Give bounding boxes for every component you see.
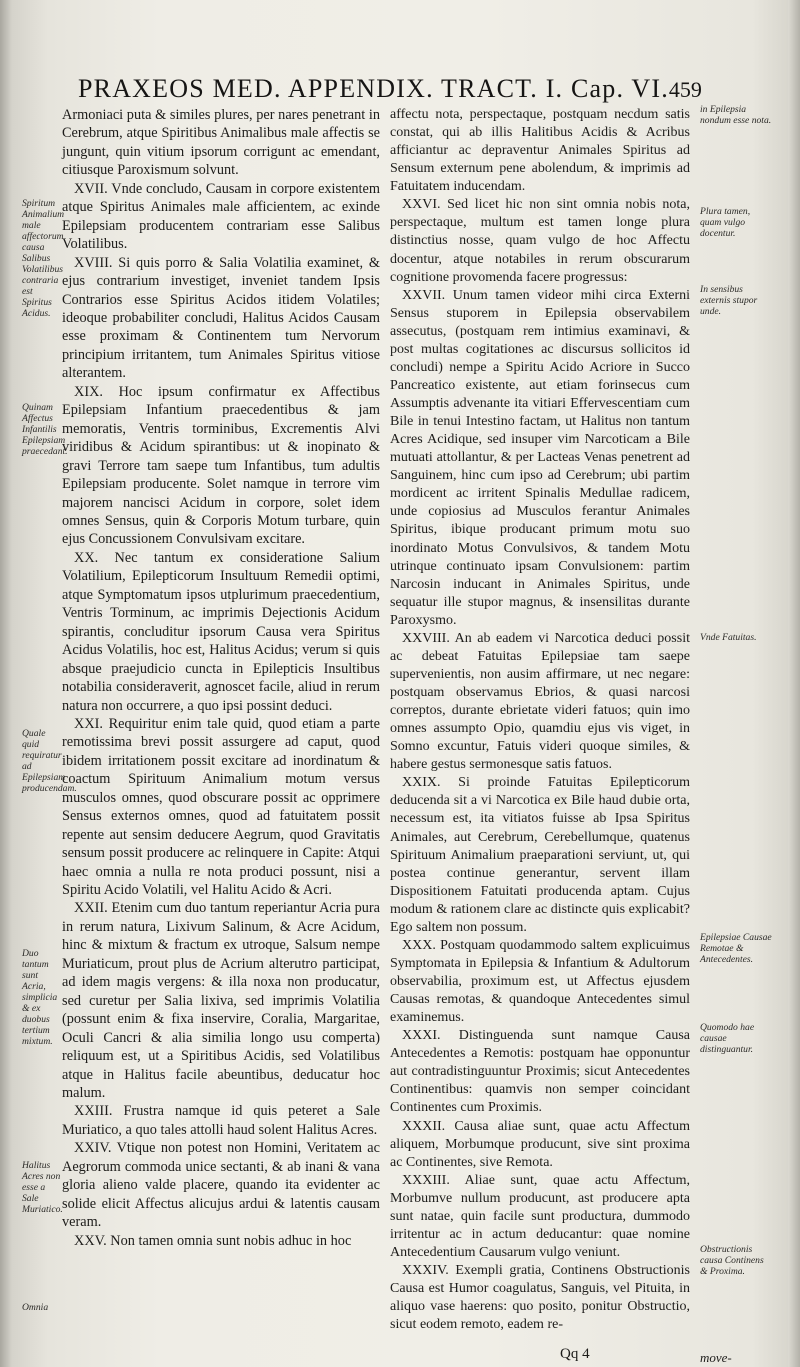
- paragraph: XXVII. Unum tamen videor mihi circa Externi Sensus stuporem in Epilepsia observabilem assecutus, (postquam rem intimius examinavi, & post multas cogitationes ac discursus sollicitos id concludi) nempe a Spiritu Acido Acriore in Succo Pancreatico existente, aut etiam forinsecus cum Assumptis advenante ita vitiari Effervescentiam cum Bile in tenui Intestino factam, ut Halitus non tantum Acres Acidique, sed insuper vim Narcoticam a Bile mutuati attollantur, & per Lacteas Venas penetrent ad Sanguinem, hinc cum ipso ad Cerebrum; ubi partim mordicent ac irritent Spinalis Medullae radicem, unde copiosius ad Musculos ferantur Animales Spiritus, ibique producant primum motu suo inordinato Motus Convulsivos, & tandem Motu utrinque continuato ipsam Convulsionem: partim Narcosin inducant in Animales Spiritus, unde sequatur ille stupor magnus, & insensilitas durante Paroxysmo.: [390, 287, 690, 628]
- running-title: PRAXEOS MED. APPENDIX. TRACT. I. Cap. VI.: [78, 74, 669, 103]
- paragraph: XXVI. Sed licet hic non sint omnia nobis nota, perspectaque, multum est tamen longe plura distinctius nosse, quam vulgo de hoc Affectu docentur, atque notabiles in rerum obscurarum cognitione provomenda facere progressus:: [390, 197, 690, 285]
- paragraph: XXXIII. Aliae sunt, quae actu Affectum, Morbumve nullum producunt, ast producere apta sunt natae, quin facile sunt productura, dummodo irritentur ac in actum deducantur: quae nomine Antecedentium Causarum vulgo veniunt.: [390, 1172, 690, 1260]
- paragraph: XVIII. Si quis porro & Salia Volatilia examinet, & ejus contrarium investiget, inveniet tandem Ipsis Contrarios esse Spiritus Acidos itidem Volatiles; ideoque probabiliter concludi, Halitus Acidos Causam esse proximam & Continentem tum Nervorum principium irritantem, tum Animales Spiritus vitiose alterantem.: [62, 254, 380, 382]
- margin-note-right: In sensibus externis stupor unde.: [700, 284, 758, 317]
- margin-note-right: Quomodo hae causae distinguantur.: [700, 1022, 755, 1055]
- paragraph: affectu nota, perspectaque, postquam necdum satis constat, qui ab illis Halitibus Acidis & Acribus afficiantur ac depraventur Animales Spiritus ad Sensum externum pene abolendum, & imprimis ad Fatuitatem inducendam.: [390, 107, 690, 195]
- paragraph: XXIV. Vtique non potest non Homini, Veritatem ac Aegrorum commoda unice sectanti, & ab inani & vana gloria alieno valde placere, quando ita evidenter ac solide elicit Affectus alicujus ardui & latentis causam veram.: [62, 1140, 380, 1231]
- margin-note-left: Quale quid requiratur ad Epilepsiam producendam.: [22, 728, 77, 794]
- paragraph: XXIII. Frustra namque id quis peteret a Sale Muriatico, a quo tales attolli haud solent Halitus Acres.: [62, 1103, 380, 1138]
- paragraph: XXVIII. An ab eadem vi Narcotica deduci possit ac debeat Fatuitas Epilepsiae tam saepe supervenientis, non ausim affirmare, ut nec negare: postquam observamus Ebrios, & quasi narcosi correptos, durante ebrietate videri fatuos; quin imo omnes assumpto Opio, quamdiu ejus vis viget, in Somno excuntur, Fatuis videri quoque similes, & habere gestus sermonesque satis fatuos.: [390, 630, 690, 773]
- paragraph: XXXI. Distinguenda sunt namque Causa Antecedentes a Remotis: postquam hae opponuntur aut contradistinguuntur Proximis; sicut Antecedentes Continentibus: quamvis non semper coincidant Continentes cum Proximis.: [390, 1028, 690, 1116]
- right-text-column: [390, 106, 690, 1334]
- paragraph: XXV. Non tamen omnia sunt nobis adhuc in hoc: [74, 1232, 352, 1249]
- margin-note-right: in Epilepsia nondum esse nota.: [700, 104, 772, 126]
- margin-note-right: Epilepsiae Causae Remotae & Antecedentes.: [700, 932, 772, 965]
- left-text-column: [62, 106, 380, 1250]
- paragraph: XX. Nec tantum ex consideratione Salium Volatilium, Epilepticorum Insultuum Remedii optimi, atque Symptomatum ipsos utplurimum praecedentium, Ventris Torminum, ac imprimis Dejectionis Acidum spirantis, concluditur ipsorum Causa vera Spiritus Acidus Volatilis, hoc est, Halitus Acidus; verum si quis absque praejudicio cuncta in Epilepticis Insultibus notabilia consideraverit, agnoscet facile, aliud in rerum natura non occurrere, a quo ipsi possint deduci.: [62, 549, 380, 714]
- signature-mark: Qq 4: [560, 1346, 590, 1362]
- margin-note-right: Obstructionis causa Continens & Proxima.: [700, 1244, 764, 1277]
- paragraph: XXII. Etenim cum duo tantum reperiantur Acria pura in rerum natura, Lixivum Salinum, & Acre Acidum, hinc & mixtum & fractum ex utroque, Salsum nempe Muriaticum, prout plus de Acrium alterutro participat, ad idem magis vergens: & illa noxa non producatur, sed curetur per Salia lixiva, sed imprimis Volatilia (possunt enim & fixa inservire, Coralia, Margaritae, Oculi Cancri & alia similia longo usu comperta) reliquum est, ut a Spiritibus Acidis, sed Volatilibus atque in Halitus facile abeuntibus, deducatur hoc malum.: [62, 900, 380, 1102]
- margin-note-left: Spiritum Animalium male affectorum causa Salibus Volatilibus contraria est Spiritus Acidus.: [22, 198, 65, 319]
- paragraph: XXX. Postquam quodammodo saltem explicuimus Symptomata in Epilepsia & Infantium & Adultorum observabilia, proximum est, ut Affectus ejusdem Causas remotas, & quandoque Antecedentes simul examinemus.: [390, 937, 690, 1026]
- paragraph: XVII. Vnde concludo, Causam in corpore existentem atque Spiritus Animales male afficientem, ac exinde Epilepsiam producentem contrariam esse Salibus Volatilibus.: [62, 180, 380, 253]
- margin-note-right: Plura tamen, quam vulgo docentur.: [700, 206, 751, 239]
- margin-note-left: Omnia: [22, 1302, 49, 1313]
- paragraph: XXIX. Si proinde Fatuitas Epilepticorum deducenda sit a vi Narcotica ex Bile haud dubie orta, necessum est, ita vitiatos fuisse ab Ipsa Spiritus Animales, aut Cerebrum, Cerebellumque, quatenus Spirituum Animalium praeparationi serviunt, ut, qui postea continue generantur, servent illam Dispositionem Fatuitati producenda aptam. Cujus modum & rationem clare ac distincte quis explicabit? Ego saltem non possum.: [390, 775, 690, 935]
- catchword: move-: [700, 1350, 732, 1365]
- margin-note-left: Halitus Acres non esse a Sale Muriatico.: [22, 1160, 63, 1215]
- page-edge-left: [0, 0, 12, 1367]
- paragraph: Armoniaci puta & similes plures, per nares penetrant in Cerebrum, atque Spiritibus Animalibus male affectis se jungunt, quin vitium ipsorum corrigunt ac emendant, citiusque Paroxismum solvunt.: [62, 107, 380, 179]
- margin-note-left: Duo tantum sunt Acria, simplicia & ex duobus tertium mixtum.: [22, 948, 58, 1047]
- page-number: 459: [668, 77, 702, 102]
- page-edge-right: [788, 0, 800, 1367]
- paragraph: XXI. Requiritur enim tale quid, quod etiam a parte remotissima brevi possit assurgere ad caput, quod ibidem irritationem possit excitare ad inordinatum & coactum Spirituum Animalium motum versus musculos omnes, quod obscurare possit ac opprimere Sensus externos omnes, quod ad fatuitatem possit repente aut sensim deducere Aegrum, quod Gravitatis sensum possit producere ac relinquere in Capite: Atqui haec omnia a nulla re nota produci possunt, nisi a Spiritu Acido Volatili, vel Halitu Acido & Acri.: [62, 715, 380, 899]
- margin-note-left: Quinam Affectus Infantilis Epilepsiam praecedant.: [22, 402, 68, 457]
- running-header: [78, 74, 702, 108]
- paragraph: XXXIV. Exempli gratia, Continens Obstructionis Causa est Humor coagulatus, Sanguis, vel Pituita, in aliquo vase haerens: quo posito, ponitur Obstructio, sicut eodem remoto, eadem re-: [390, 1263, 690, 1333]
- paragraph: XIX. Hoc ipsum confirmatur ex Affectibus Epilepsiam Infantium praecedentibus & jam memoratis, Ventris torminibus, Excrementis Alvi viridibus & Acidum spirantibus: ut & inopinato & gravi Terrore tam saepe tum Infantibus, tum adultis Epilepsiam producente. Solet namque in terrore vim majorem nancisci Acidum in corpore, solet idem omnes Sensus, quin & Corporis Motum turbare, quin ejus Concussionem Convulsivam excitare.: [62, 383, 380, 548]
- margin-note-right: Vnde Fatuitas.: [700, 632, 757, 643]
- paragraph: XXXII. Causa aliae sunt, quae actu Affectum aliquem, Morbumque producunt, sive sint proxima ac Continentes, sive Remota.: [390, 1118, 690, 1170]
